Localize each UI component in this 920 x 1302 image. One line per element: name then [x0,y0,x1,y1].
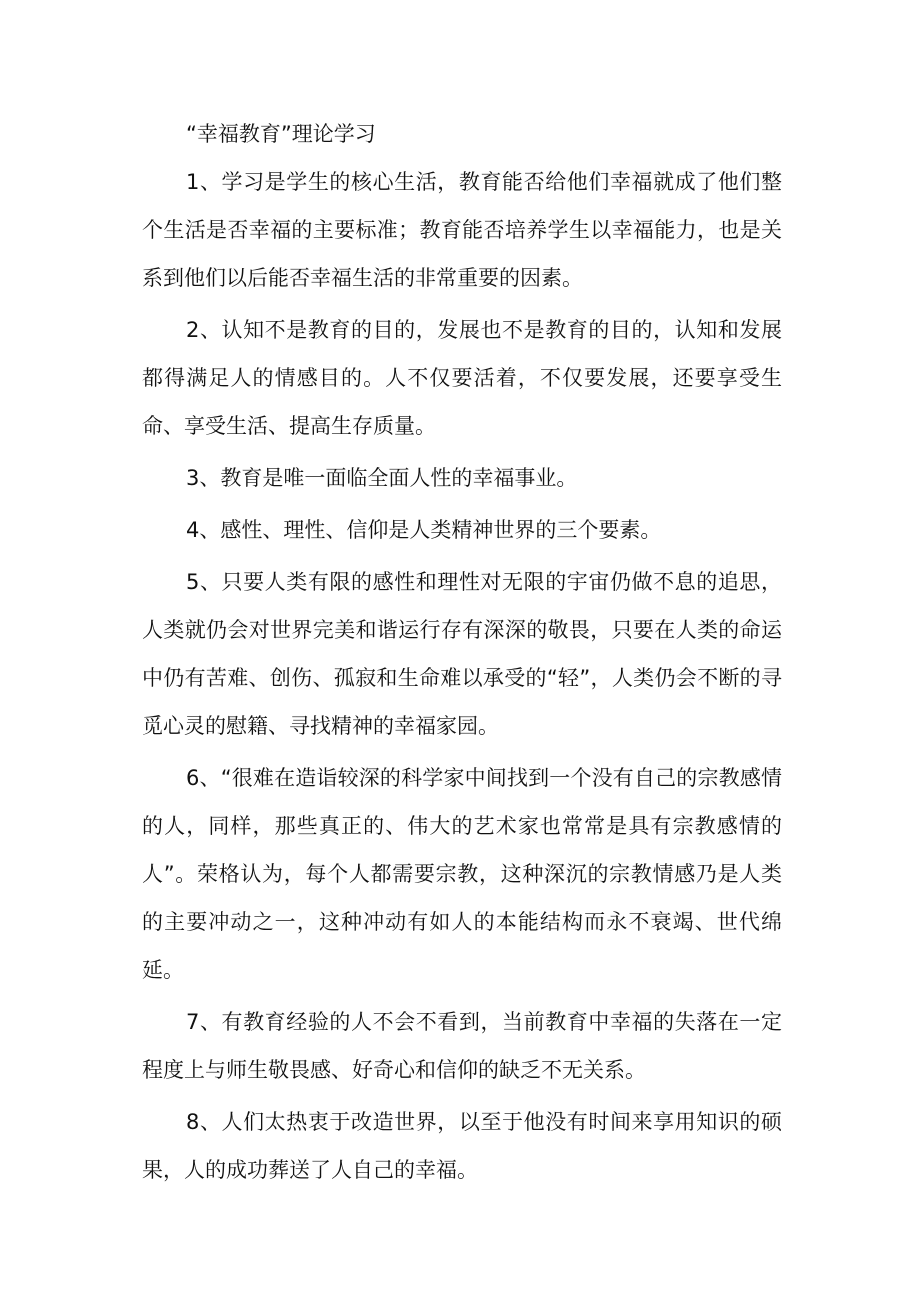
document-body [142,110,782,1198]
paragraph-5: 5、只要人类有限的感性和理性对无限的宇宙仍做不息的追思，人类就仍会对世界完美和谐运行存有深深的敬畏，只要在人类的命运中仍有苦难、创伤、孤寂和生命难以承受的“轻”，人类仍会不断的寻觅心灵的慰籍、寻找精神的幸福家园。 [142,570,782,738]
paragraph-1: 1、学习是学生的核心生活，教育能否给他们幸福就成了他们整个生活是否幸福的主要标准；教育能否培养学生以幸福能力，也是关系到他们以后能否幸福生活的非常重要的因素。 [142,170,782,290]
paragraph-6: 6、“很难在造诣较深的科学家中间找到一个没有自己的宗教感情的人，同样，那些真正的、伟大的艺术家也常常是具有宗教感情的人”。荣格认为，每个人都需要宗教，这种深沉的宗教情感乃是人类的主要冲动之一，这种冲动有如人的本能结构而永不衰竭、世代绵延。 [142,766,782,982]
paragraph-8: 8、人们太热衷于改造世界，以至于他没有时间来享用知识的硕果，人的成功葬送了人自己的幸福。 [142,1110,782,1182]
paragraph-4: 4、感性、理性、信仰是人类精神世界的三个要素。 [186,518,662,542]
paragraph-7: 7、有教育经验的人不会不看到，当前教育中幸福的失落在一定程度上与师生敬畏感、好奇心和信仰的缺乏不无关系。 [142,1010,782,1082]
paragraph-3: 3、教育是唯一面临全面人性的幸福事业。 [186,466,578,490]
paragraph-2: 2、认知不是教育的目的，发展也不是教育的目的，认知和发展都得满足人的情感目的。人不仅要活着，不仅要发展，还要享受生命、享受生活、提高生存质量。 [142,318,782,438]
document-title: “幸福教育”理论学习 [186,122,376,146]
